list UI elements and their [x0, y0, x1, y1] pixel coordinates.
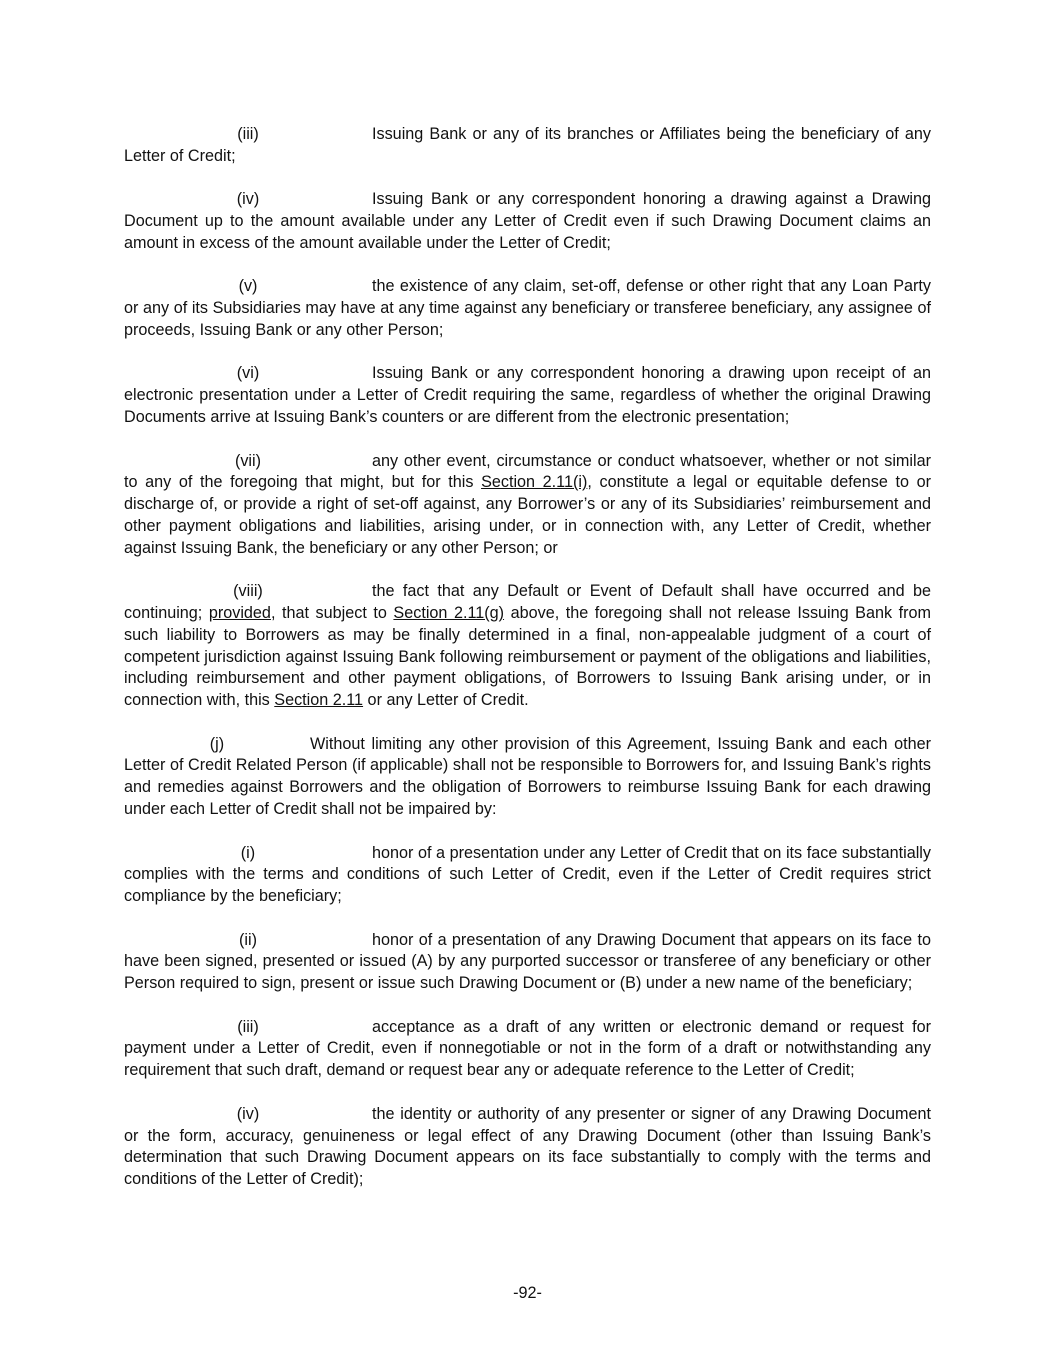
clause-j [124, 734, 931, 821]
clause-vi [124, 363, 931, 428]
clause-text: acceptance as a draft of any written or electronic demand or request for payment under a Letter of Credit, even if nonnegotiable or not in the form of a draft or notwithstanding any requirement that such draft, demand or request bear any or adequate reference to the Letter of Credit; [124, 1017, 931, 1080]
clause-label: (iii) [237, 125, 259, 143]
clause-text: Issuing Bank or any correspondent honoring a drawing upon receipt of an electronic presentation under a Letter of Credit requiring the same, regardless of whether the original Drawing Documents arrive at Issuing Bank’s counters or are different from the electronic presentation; [124, 364, 931, 427]
clause-text: the fact that any Default or Event of Default shall have occurred and be continuing; [124, 582, 931, 622]
clause-text: , constitute a legal or equitable defense to or discharge of, or provide a right of set-off against, any Borrower’s or any of its Subsidiaries’ reimbursement and other payment obligations and liabilities, arising under, or in connection with, any Letter of Credit, whether against Issuing Bank, the beneficiary or any other Person; or [124, 473, 931, 557]
section-reference-link: Section 2.11 [274, 691, 364, 710]
clause-text: Issuing Bank or any correspondent honoring a drawing against a Drawing Document up to the amount available under any Letter of Credit even if such Drawing Document claims an amount in excess of the amount available under the Letter of Credit; [124, 190, 931, 252]
clause-label: (iii) [237, 1017, 259, 1036]
clause-text: the identity or authority of any presenter or signer of any Drawing Document or the form, accuracy, genuineness or legal effect of any Drawing Document (other than Issuing Bank’s determination that such Drawing Document appears on its face substantially to comply with the terms and conditions of the Letter of Credit); [124, 1104, 931, 1189]
clause-ii [124, 930, 931, 995]
clause-iii-a [124, 124, 931, 168]
clause-v [124, 276, 931, 341]
clause-text: or any Letter of Credit. [363, 691, 529, 710]
clause-text: Issuing Bank or any of its branches or Affiliates being the beneficiary of any Letter of Credit; [124, 125, 931, 165]
clause-text: honor of a presentation under any Letter of Credit that on its face substantially complies with the terms and conditions of such Letter of Credit, even if the Letter of Credit requires strict compliance by the beneficiary; [124, 843, 931, 906]
clause-label: (iv) [236, 1104, 260, 1123]
clause-label: (vii) [234, 451, 262, 470]
clause-label: (viii) [233, 582, 263, 601]
clause-label: (vi) [236, 364, 260, 383]
clause-iii-b [124, 1017, 931, 1082]
clause-label: (i) [240, 843, 256, 862]
clause-viii [124, 581, 931, 712]
clause-label: (iv) [236, 190, 260, 209]
clause-i [124, 843, 931, 908]
section-reference-link: Section 2.11(i) [481, 473, 588, 492]
clause-vii [124, 451, 931, 560]
clause-iv-a [124, 189, 931, 254]
clause-text: any other event, circumstance or conduct whatsoever, whether or not similar to any of the foregoing that might, but for this [124, 451, 931, 492]
clause-text: honor of a presentation of any Drawing Document that appears on its face to have been signed, presented or issued (A) by any purported successor or transferee of any beneficiary or other Person required to sign, present or issue such Drawing Document or (B) under a new name of the beneficiary; [124, 930, 931, 993]
clause-label: (v) [238, 277, 258, 296]
clause-text: above, the foregoing shall not release Issuing Bank from such liability to Borrowers as may be finally determined in a final, non-appealable judgment of a court of competent jurisdiction against Issuing Bank following reimbursement or payment of the obligations and liabilities, including reimbursement and other payment obligations, of Borrowers to Issuing Bank arising under, or in connection with, this [124, 603, 931, 710]
clause-text: Without limiting any other provision of this Agreement, Issuing Bank and each other Letter of Credit Related Person (if applicable) shall not be responsible to Borrowers for, and Issuing Bank’s rights and remedies against Borrowers and the obligation of Borrowers to reimburse Issuing Bank for each drawing under each Letter of Credit shall not be impaired by: [124, 734, 931, 819]
clause-iv-b [124, 1104, 931, 1191]
section-reference-link: Section 2.11(g) [393, 603, 505, 622]
provided-term: provided [208, 603, 271, 622]
clause-label: (ii) [239, 930, 257, 949]
page-number: -92- [513, 1284, 542, 1302]
clause-text: the existence of any claim, set-off, defense or other right that any Loan Party or any of its Subsidiaries may have at any time against any beneficiary or transferee beneficiary, any assignee of proceeds, Issuing Bank or any other Person; [124, 277, 931, 339]
clause-label: (j) [209, 734, 225, 753]
document-page [124, 124, 931, 1213]
clause-text: , that subject to [270, 603, 394, 622]
